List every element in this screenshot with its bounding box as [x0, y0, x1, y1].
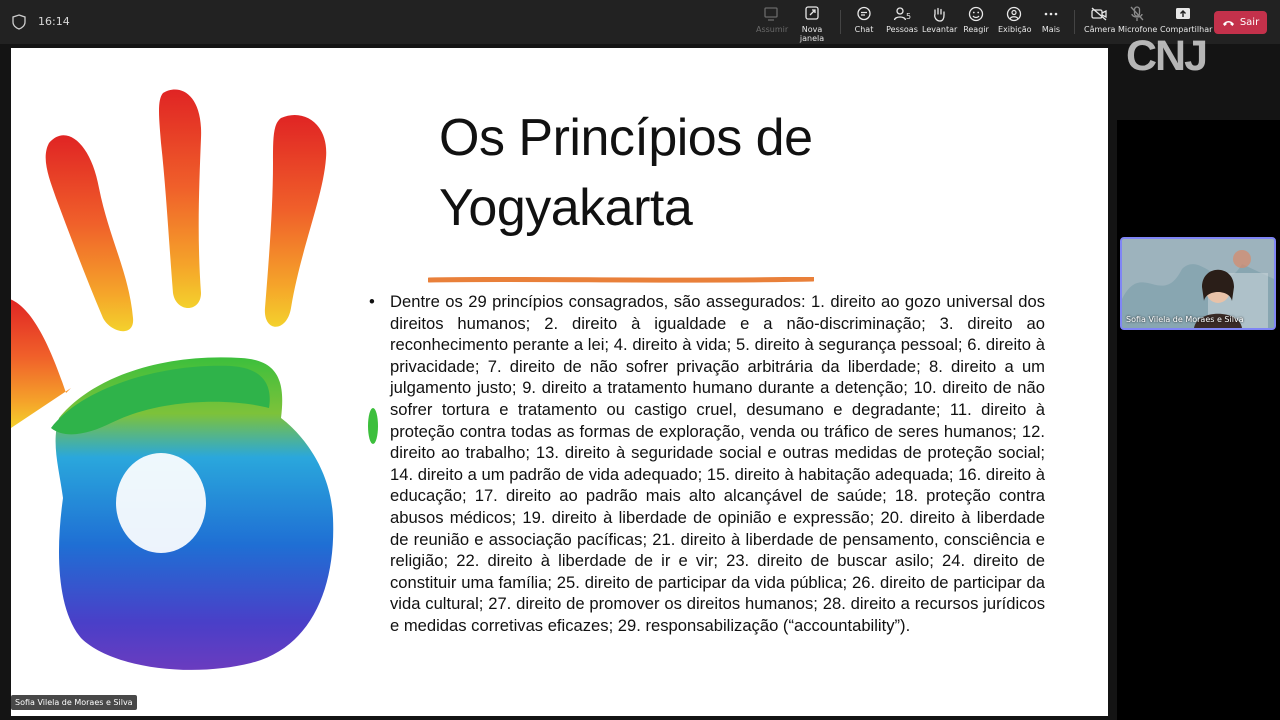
leave-button[interactable]: Sair — [1214, 11, 1267, 34]
microphone-button[interactable]: Microfone — [1118, 6, 1156, 40]
react-button[interactable]: Reagir — [962, 6, 990, 40]
meeting-toolbar — [0, 0, 1280, 44]
view-icon — [1005, 6, 1023, 22]
mic-off-icon — [1128, 6, 1146, 22]
more-button[interactable]: Mais — [1038, 6, 1064, 40]
participant-video-tile[interactable] — [1120, 237, 1276, 330]
participant-name: Sofia Vilela de Moraes e Silva — [1126, 315, 1244, 324]
take-control-icon — [762, 6, 780, 22]
people-button[interactable]: 5 Pessoas — [886, 6, 918, 40]
chat-button[interactable]: Chat — [850, 6, 878, 40]
shield-icon — [12, 14, 26, 30]
toolbar-divider — [1074, 10, 1075, 34]
share-icon — [1174, 6, 1192, 22]
title-underline — [428, 277, 814, 283]
react-icon — [967, 6, 985, 22]
raise-hand-button[interactable]: Levantar — [922, 6, 956, 40]
rainbow-handprint-image — [11, 48, 381, 716]
new-window-button[interactable]: Nova janela — [790, 6, 834, 40]
view-button[interactable]: Exibição — [998, 6, 1030, 40]
presenter-name-tag: Sofia Vilela de Moraes e Silva — [11, 695, 137, 710]
more-icon — [1042, 6, 1060, 22]
slide-title: Os Princípios de Yogyakarta — [439, 109, 813, 237]
meeting-timer: 16:14 — [38, 15, 70, 28]
slide-bullet-text — [369, 291, 1045, 637]
chat-icon — [855, 6, 873, 22]
bullet-marker: • — [369, 292, 375, 311]
people-count-badge: 5 — [906, 12, 912, 21]
camera-button[interactable]: Câmera — [1084, 6, 1114, 40]
presentation-slide — [11, 48, 1108, 716]
rights-list-paragraph: Dentre os 29 princípios consagrados, são assegurados: 1. direito ao gozo universal dos direitos humanos; 2. direito à igualdade e a não-discriminação; 3. direito ao reconhecimento perante a lei; 4. direito à vida; 5. direito à segurança pessoal; 6. direito à privacidade; 7. direito de não sofrer privação arbitrária da liberdade; 8. direito a um julgamento justo; 9. direito a tratamento humano durante a detenção; 10. direito de não sofrer tortura e tratamento ou castigo cruel, desumano e degradante; 11. direito à proteção contra todas as formas de exploração, venda ou tráfico de seres humanos; 12. direito ao trabalho; 13. direito à seguridade social e outras medidas de proteção social; 14. direito a um padrão de vida adequado; 15. direito à habitação adequada; 16. direito à educação; 17. direito ao padrão mais alto alcançável de saúde; 18. proteção contra abusos médicos; 19. direito à liberdade de opinião e expressão; 20. direito à liberdade de reunião e associação pacíficas; 21. direito à liberdade de pensamento, consciência e religião; 22. direito à liberdade de ir e vir; 23. direito de buscar asilo; 24. direito de constituir uma família; 25. direito de participar da vida pública; 26. direito de participar da vida cultural; 27. direito de promover os direitos humanos; 28. direito a recursos jurídicos e medidas corretivas eficazes; 29. responsabilização (“accountability”). — [390, 292, 1045, 635]
cnj-logo: CNJ — [1126, 32, 1207, 80]
raise-hand-icon — [930, 6, 948, 22]
take-control-button[interactable]: Assumir — [756, 6, 786, 40]
new-window-icon — [803, 6, 821, 22]
toolbar-divider — [840, 10, 841, 34]
participants-panel — [1117, 120, 1280, 720]
camera-off-icon — [1090, 6, 1108, 22]
share-button[interactable]: Compartilhar — [1160, 6, 1206, 40]
phone-hangup-icon — [1222, 19, 1235, 27]
